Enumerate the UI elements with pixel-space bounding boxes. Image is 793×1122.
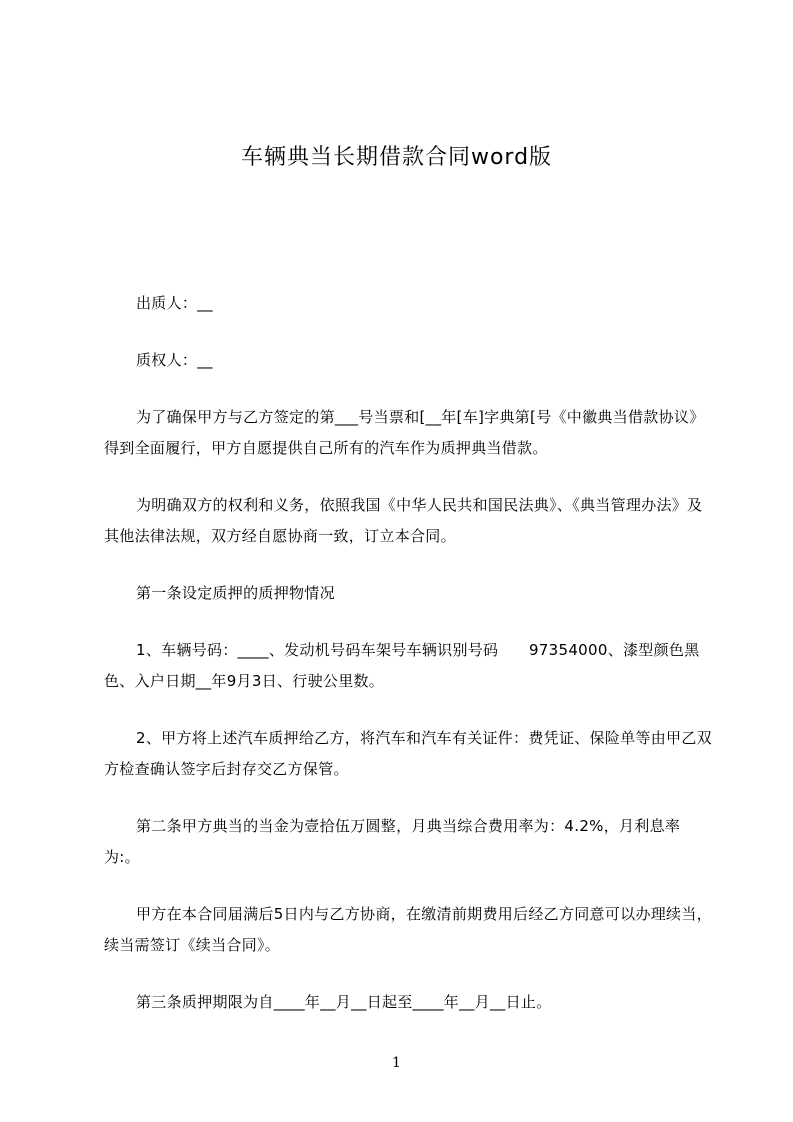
- purpose-paragraph: 为了确保甲方与乙方签定的第___号当票和[__年[车]字典第[号《中徽典当借款协议》得到全面履行，甲方自愿提供自己所有的汽车作为质押典当借款。: [104, 408, 705, 457]
- pledgor-line: 出质人：__: [136, 294, 213, 312]
- renewal-paragraph: 甲方在本合同届满后5日内与乙方协商，在缴清前期费用后经乙方同意可以办理续当，续当需签订《续当合同》。: [104, 905, 712, 954]
- vehicle-info-paragraph: 1、车辆号码：____、发动机号码车架号车辆识别号码 97354000、漆型颜色黑色、入户日期__年9月3日、行驶公里数。: [104, 641, 700, 690]
- page-number: 1: [392, 1055, 401, 1071]
- article-3-paragraph: 第三条质押期限为自____年__月__日起至____年__月__日止。: [136, 993, 552, 1011]
- document-title: 车辆典当长期借款合同word版: [240, 145, 553, 170]
- custody-paragraph: 2、甲方将上述汽车质押给乙方，将汽车和汽车有关证件：费凭证、保险单等由甲乙双方检查确认签字后封存交乙方保管。: [104, 729, 712, 778]
- article-2-paragraph: 第二条甲方典当的当金为壹拾伍万圆整，月典当综合费用率为：4.2%，月利息率为:。: [104, 817, 681, 866]
- article-1-heading: 第一条设定质押的质押物情况: [136, 584, 335, 602]
- basis-paragraph: 为明确双方的权利和义务，依照我国《中华人民共和国民法典》、《典当管理办法》及其他法律法规，双方经自愿协商一致，订立本合同。: [104, 496, 703, 545]
- pledgee-line: 质权人：__: [136, 351, 213, 369]
- document-body: [104, 288, 714, 1044]
